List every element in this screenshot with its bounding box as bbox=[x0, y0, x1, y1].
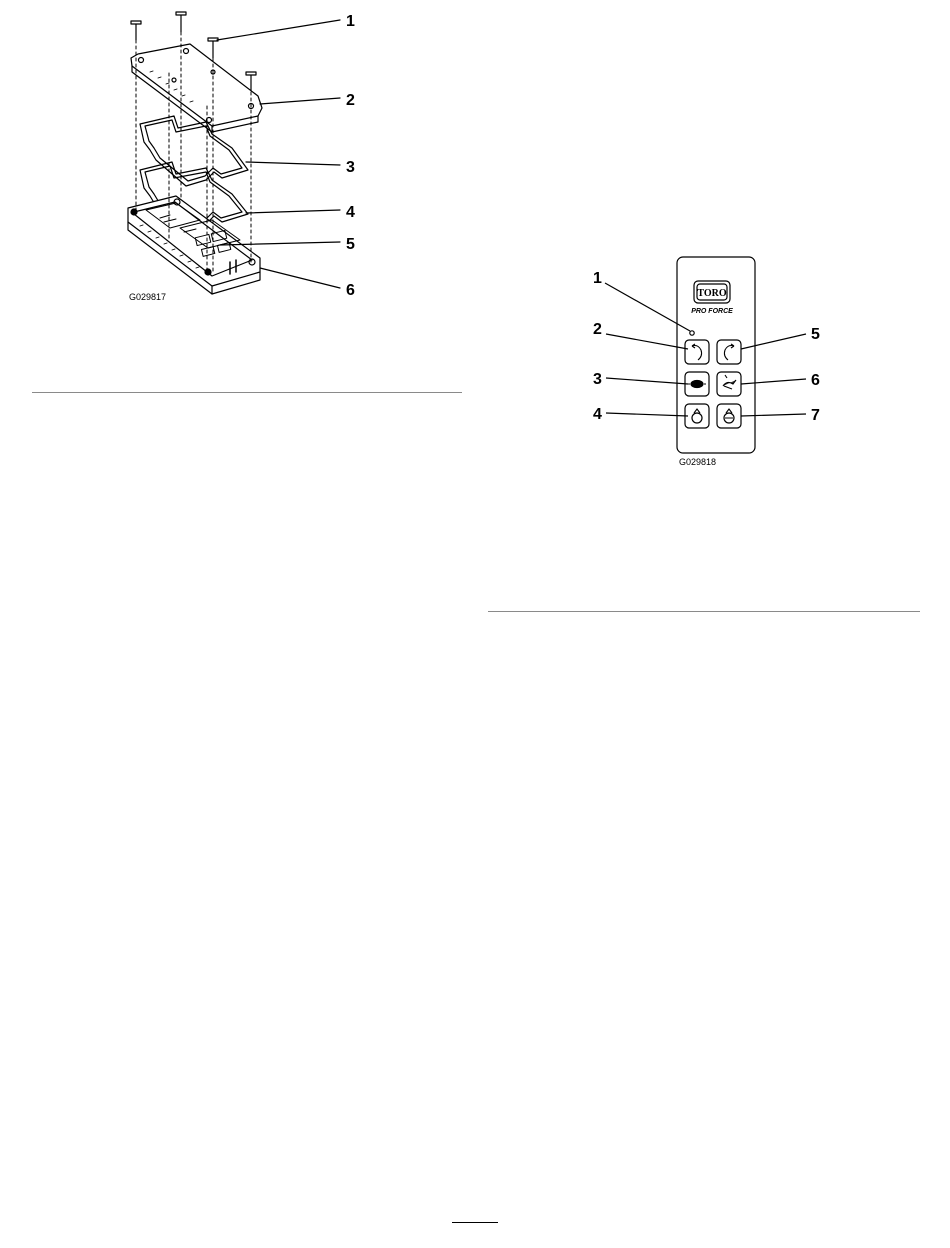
turtle-slow-icon bbox=[691, 381, 703, 388]
callout-4: 4 bbox=[346, 204, 355, 221]
fan-off-icon bbox=[692, 413, 702, 423]
cover-plate bbox=[131, 44, 262, 132]
keypad-callout-1: 1 bbox=[593, 270, 602, 287]
keypad-callout-2: 2 bbox=[593, 321, 602, 338]
rabbit-fast-icon bbox=[723, 375, 736, 389]
keypad-callout-3: 3 bbox=[593, 371, 602, 388]
page-footer-line bbox=[452, 1222, 498, 1223]
keypad-figure bbox=[605, 257, 806, 453]
keypad-callout-6: 6 bbox=[811, 372, 820, 389]
rotate-right-button[interactable] bbox=[717, 340, 741, 364]
keypad-callout-7: 7 bbox=[811, 407, 820, 424]
brand-logo: TORO bbox=[697, 288, 727, 299]
callout-3: 3 bbox=[346, 159, 355, 176]
callout-1: 1 bbox=[346, 13, 355, 30]
keypad-callout-4: 4 bbox=[593, 406, 602, 423]
callout-5: 5 bbox=[346, 236, 355, 253]
gasket-upper bbox=[140, 116, 248, 186]
callout-2: 2 bbox=[346, 92, 355, 109]
keypad-callout-5: 5 bbox=[811, 326, 820, 343]
section-divider-right bbox=[488, 611, 920, 612]
figure-code: G029817 bbox=[129, 292, 167, 302]
rotate-left-icon bbox=[692, 344, 702, 360]
fan-off-button[interactable] bbox=[685, 404, 709, 428]
brand-subtitle: PRO FORCE bbox=[691, 308, 733, 315]
rotate-left-button[interactable] bbox=[685, 340, 709, 364]
exploded-callouts bbox=[346, 13, 355, 299]
section-divider-left bbox=[32, 392, 462, 393]
callout-6: 6 bbox=[346, 282, 355, 299]
fast-speed-button[interactable] bbox=[717, 372, 741, 396]
keypad-figure-code: G029818 bbox=[679, 457, 717, 467]
rotate-right-icon bbox=[724, 344, 734, 360]
fan-on-button[interactable] bbox=[717, 404, 741, 428]
